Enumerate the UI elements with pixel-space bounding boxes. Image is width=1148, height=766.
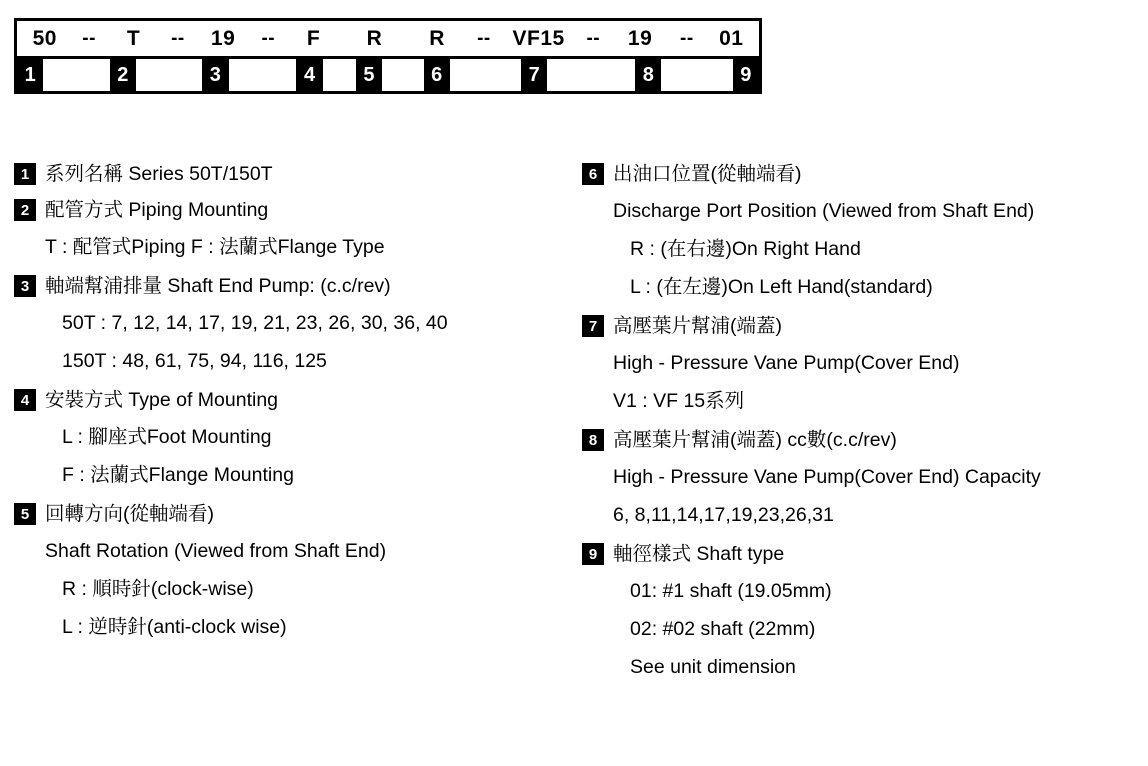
legend-entry-6: [582, 158, 1144, 306]
legend-detail-line: Shaft Rotation (Viewed from Shaft End): [45, 540, 387, 562]
legend-detail-line: R : (在右邊)On Right Hand: [630, 238, 861, 260]
legend-entry-header: [14, 158, 576, 190]
legend-detail-line: 50T : 7, 12, 14, 17, 19, 21, 23, 26, 30, 36, 40: [62, 312, 448, 334]
legend-entry-1: [14, 158, 576, 190]
code-number-box-1: 1: [17, 59, 43, 91]
code-separator-8: --: [680, 27, 694, 49]
legend-badge-1: 1: [14, 163, 36, 185]
code-segment-4: F: [306, 26, 321, 50]
legend-detail-line: 6, 8,11,14,17,19,23,26,31: [613, 504, 834, 526]
code-segment-3: 19: [210, 26, 236, 50]
legend-badge-8: 8: [582, 429, 604, 451]
code-segment-1: 50: [32, 26, 57, 50]
legend-entry-header: [582, 538, 1144, 570]
legend-entry-header: [582, 424, 1144, 456]
legend-detail-line: 150T : 48, 61, 75, 94, 116, 125: [62, 350, 327, 372]
legend-entry-3: [14, 270, 576, 380]
legend-entry-header: [14, 384, 576, 416]
code-number-box-8: 8: [635, 59, 661, 91]
code-number-box-5: 5: [356, 59, 382, 91]
legend-entry-5: [14, 498, 576, 646]
legend-title: 軸端幫浦排量 Shaft End Pump: (c.c/rev): [45, 275, 391, 297]
legend-title: 安裝方式 Type of Mounting: [45, 389, 279, 411]
code-number-gap: [450, 59, 521, 91]
code-number-box-4: 4: [296, 59, 322, 91]
legend-column-right: [576, 158, 1144, 690]
legend-entry-2: [14, 194, 576, 266]
code-number-gap: [323, 59, 356, 91]
code-number-gap: [43, 59, 109, 91]
code-separator-6: --: [477, 27, 491, 49]
legend-entry-8: [582, 424, 1144, 534]
code-number-box-9: 9: [733, 59, 759, 91]
legend-title: 系列名稱 Series 50T/150T: [45, 163, 273, 185]
legend-detail-line: 01: #1 shaft (19.05mm): [630, 580, 832, 602]
code-number-gap: [229, 59, 297, 91]
code-separator-7: --: [586, 27, 601, 49]
legend-detail-line: High - Pressure Vane Pump(Cover End) Capacity: [613, 466, 1041, 488]
legend-detail-line: V1 : VF 15系列: [613, 390, 745, 412]
code-number-box-7: 7: [521, 59, 547, 91]
code-number-gap: [661, 59, 732, 91]
legend-entry-header: [582, 158, 1144, 190]
code-segment-2: T: [126, 26, 141, 50]
code-number-gap: [136, 59, 202, 91]
legend-entry-header: [14, 194, 576, 226]
code-number-box-6: 6: [424, 59, 450, 91]
code-number-gap: [547, 59, 635, 91]
code-segment-7: VF15: [512, 26, 565, 50]
code-separator-3: --: [261, 27, 276, 49]
legend-detail-line: High - Pressure Vane Pump(Cover End): [613, 352, 960, 374]
code-number-box-2: 2: [110, 59, 136, 91]
legend-title: 軸徑樣式 Shaft type: [613, 543, 785, 565]
legend-title: 配管方式 Piping Mounting: [45, 199, 269, 221]
legend-badge-5: 5: [14, 503, 36, 525]
legend-detail-line: L : 腳座式Foot Mounting: [62, 426, 272, 448]
model-code-diagram: [14, 18, 762, 94]
code-segment-9: 01: [719, 26, 744, 50]
legend-badge-2: 2: [14, 199, 36, 221]
code-segment-8: 19: [627, 26, 653, 50]
legend-detail-line: L : 逆時針(anti-clock wise): [62, 616, 287, 638]
code-segment-5: R: [366, 26, 383, 50]
legend-entry-header: [14, 270, 576, 302]
legend-detail-line: R : 順時針(clock-wise): [62, 578, 254, 600]
legend-badge-4: 4: [14, 389, 36, 411]
legend-detail-line: F : 法蘭式Flange Mounting: [62, 464, 294, 486]
legend-entry-9: [582, 538, 1144, 686]
legend-title: 高壓葉片幫浦(端蓋): [613, 315, 782, 337]
legend-badge-9: 9: [582, 543, 604, 565]
legend-badge-7: 7: [582, 315, 604, 337]
code-segment-6: R: [429, 26, 445, 50]
legend-badge-6: 6: [582, 163, 604, 185]
code-separator-1: --: [82, 27, 96, 49]
legend-detail-line: Discharge Port Position (Viewed from Shaft End): [613, 200, 1035, 222]
model-number-row: [14, 56, 762, 94]
code-number-gap: [382, 59, 423, 91]
legend-badge-3: 3: [14, 275, 36, 297]
legend-entry-header: [14, 498, 576, 530]
legend-entry-4: [14, 384, 576, 494]
code-number-box-3: 3: [202, 59, 228, 91]
legend-detail-line: T : 配管式Piping F : 法蘭式Flange Type: [45, 236, 385, 258]
model-code-row: [14, 18, 762, 56]
code-separator-2: --: [171, 27, 185, 49]
legend-entry-7: [582, 310, 1144, 420]
legend-section: [14, 158, 1144, 690]
legend-title: 高壓葉片幫浦(端蓋) cc數(c.c/rev): [613, 429, 897, 451]
legend-column-left: [14, 158, 576, 690]
legend-detail-line: See unit dimension: [630, 656, 796, 678]
legend-entry-header: [582, 310, 1144, 342]
legend-title: 回轉方向(從軸端看): [45, 503, 214, 525]
legend-detail-line: 02: #02 shaft (22mm): [630, 618, 816, 640]
legend-detail-line: L : (在左邊)On Left Hand(standard): [630, 276, 933, 298]
legend-title: 出油口位置(從軸端看): [613, 163, 802, 185]
